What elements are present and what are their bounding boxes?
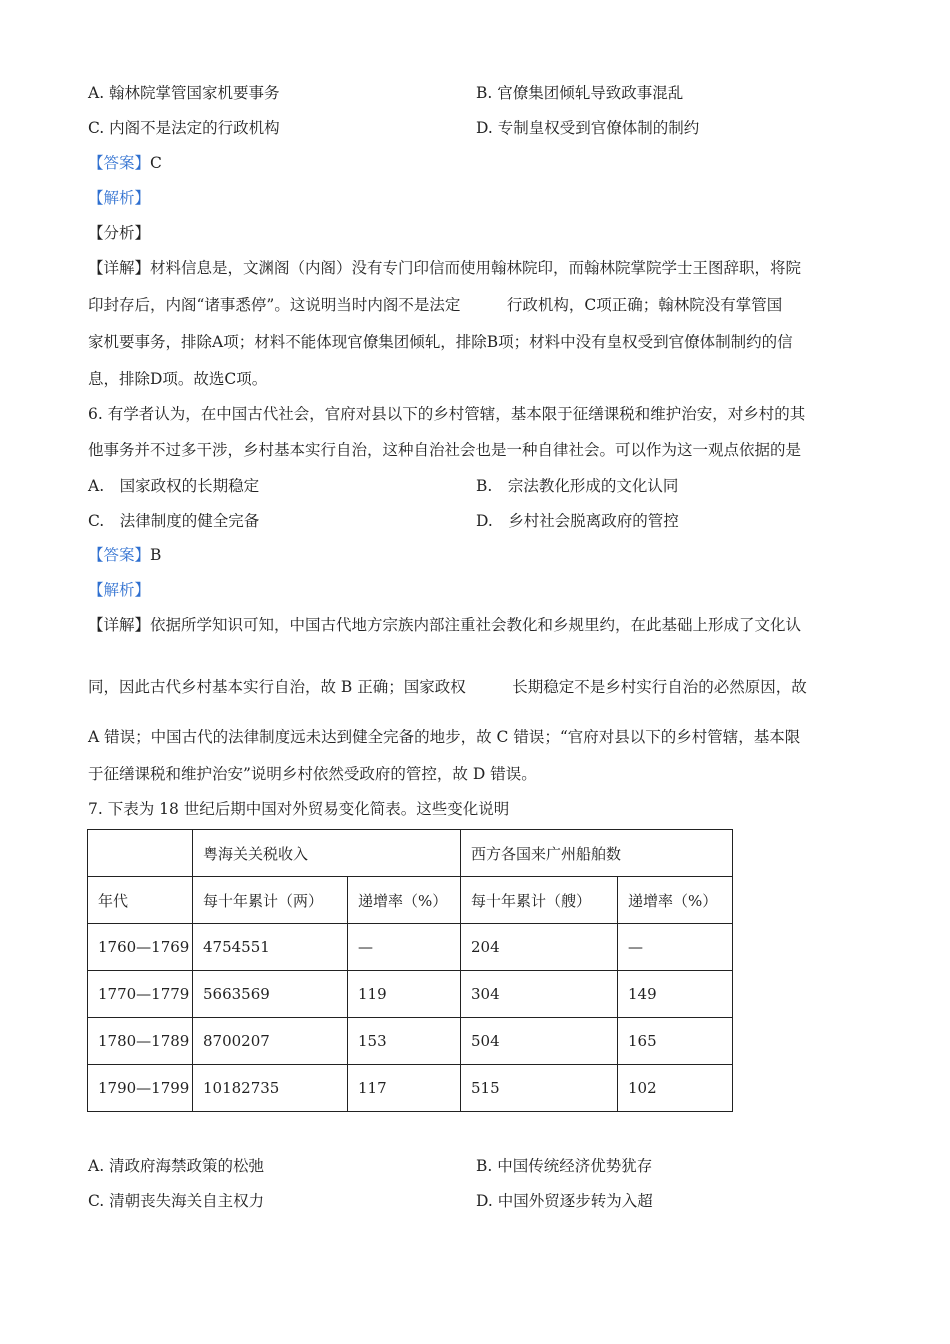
- answer-label: 【答案】: [88, 154, 151, 172]
- q5-option-a: A. 翰林院掌管国家机要事务: [88, 84, 280, 102]
- table-subheader-row: [88, 877, 733, 924]
- answer-value: C: [150, 154, 162, 172]
- table-cell: 1770—1779: [88, 971, 193, 1018]
- q7-option-a: A. 清政府海禁政策的松弛: [88, 1157, 265, 1175]
- q5-fenxi-label: 【分析】: [88, 224, 151, 242]
- q5-detail-line-1: [88, 256, 801, 278]
- table-cell: 153: [348, 1018, 461, 1065]
- q6-stem-line-1: 6. 有学者认为，在中国古代社会，官府对县以下的乡村管辖，基本限于征缮课税和维护治安，对乡村的其: [88, 405, 806, 423]
- table-cell: 8700207: [193, 1018, 348, 1065]
- table-row: [88, 1065, 733, 1112]
- table-cell: 165: [618, 1018, 733, 1065]
- detail-label: 【详解】: [88, 259, 151, 277]
- table-cell: 5663569: [193, 971, 348, 1018]
- q5-answer: [88, 151, 162, 173]
- q6-option-c: C. 法律制度的健全完备: [88, 512, 260, 530]
- table-subheader: 每十年累计（艘）: [461, 877, 618, 924]
- table-group-header-customs: 粤海关关税收入: [193, 830, 461, 877]
- q6-option-d: D. 乡村社会脱离政府的管控: [476, 512, 679, 530]
- table-cell: —: [618, 924, 733, 971]
- table-cell: 119: [348, 971, 461, 1018]
- q6-detail-line-2: 同，因此古代乡村基本实行自治，故 B 正确；国家政权 长期稳定不是乡村实行自治的必然原因，故: [88, 678, 807, 696]
- q6-option-a: A. 国家政权的长期稳定: [88, 477, 260, 495]
- table-header-row: [88, 830, 733, 877]
- table-row: [88, 971, 733, 1018]
- table-cell-empty: [88, 830, 193, 877]
- answer-label: 【答案】: [88, 546, 151, 564]
- table-cell: 149: [618, 971, 733, 1018]
- q5-detail-line-4: 息，排除D项。故选C项。: [88, 370, 268, 388]
- table-cell: 117: [348, 1065, 461, 1112]
- table-cell: 304: [461, 971, 618, 1018]
- table-cell: 1790—1799: [88, 1065, 193, 1112]
- table-cell: 10182735: [193, 1065, 348, 1112]
- table-cell: 515: [461, 1065, 618, 1112]
- table-cell: 102: [618, 1065, 733, 1112]
- table-cell: 204: [461, 924, 618, 971]
- table-cell: 1780—1789: [88, 1018, 193, 1065]
- table-row: [88, 1018, 733, 1065]
- detail-text: 依据所学知识可知，中国古代地方宗族内部注重社会教化和乡规里约，在此基础上形成了文化认: [150, 616, 802, 634]
- detail-text: 材料信息是，文渊阁（内阁）没有专门印信而使用翰林院印，而翰林院掌院学士王图辞职，将院: [150, 259, 802, 277]
- table-group-header-ships: 西方各国来广州船舶数: [461, 830, 733, 877]
- q6-detail-line-4: 于征缮课税和维护治安”说明乡村依然受政府的管控，故 D 错误。: [88, 765, 537, 783]
- detail-label: 【详解】: [88, 616, 151, 634]
- q5-option-d: D. 专制皇权受到官僚体制的制约: [476, 119, 700, 137]
- q5-option-b: B. 官僚集团倾轧导致政事混乱: [476, 84, 684, 102]
- table-subheader: 年代: [88, 877, 193, 924]
- table-row: [88, 924, 733, 971]
- q7-option-c: C. 清朝丧失海关自主权力: [88, 1192, 265, 1210]
- q6-option-b: B. 宗法教化形成的文化认同: [476, 477, 679, 495]
- table-subheader: 递增率（%）: [348, 877, 461, 924]
- trade-table: [87, 829, 733, 1112]
- table-cell: 1760—1769: [88, 924, 193, 971]
- q6-detail-line-3: A 错误；中国古代的法律制度远未达到健全完备的地步，故 C 错误；“官府对县以下的乡村管辖，基本限: [88, 728, 801, 746]
- table-cell: —: [348, 924, 461, 971]
- q7-option-b: B. 中国传统经济优势犹存: [476, 1157, 653, 1175]
- q5-detail-line-3: 家机要事务，排除A项；材料不能体现官僚集团倾轧，排除B项；材料中没有皇权受到官僚体制制约的信: [88, 333, 793, 351]
- q6-stem-line-2: 他事务并不过多干涉，乡村基本实行自治，这种自治社会也是一种自律社会。可以作为这一观点依据的是: [88, 441, 802, 459]
- q5-option-c: C. 内阁不是法定的行政机构: [88, 119, 280, 137]
- table-cell: 504: [461, 1018, 618, 1065]
- q5-detail-line-2: 印封存后，内阁“诸事悉停”。这说明当时内阁不是法定 行政机构，C项正确；翰林院没有掌管国: [88, 296, 783, 314]
- q5-jiexi-label: 【解析】: [88, 189, 151, 207]
- table-subheader: 递增率（%）: [618, 877, 733, 924]
- answer-value: B: [150, 546, 162, 564]
- table-cell: 4754551: [193, 924, 348, 971]
- q6-jiexi-label: 【解析】: [88, 581, 151, 599]
- q6-detail-line-1: [88, 613, 801, 635]
- q6-answer: [88, 543, 161, 565]
- q7-stem: 7. 下表为 18 世纪后期中国对外贸易变化简表。这些变化说明: [88, 800, 510, 818]
- q7-option-d: D. 中国外贸逐步转为入超: [476, 1192, 653, 1210]
- table-subheader: 每十年累计（两）: [193, 877, 348, 924]
